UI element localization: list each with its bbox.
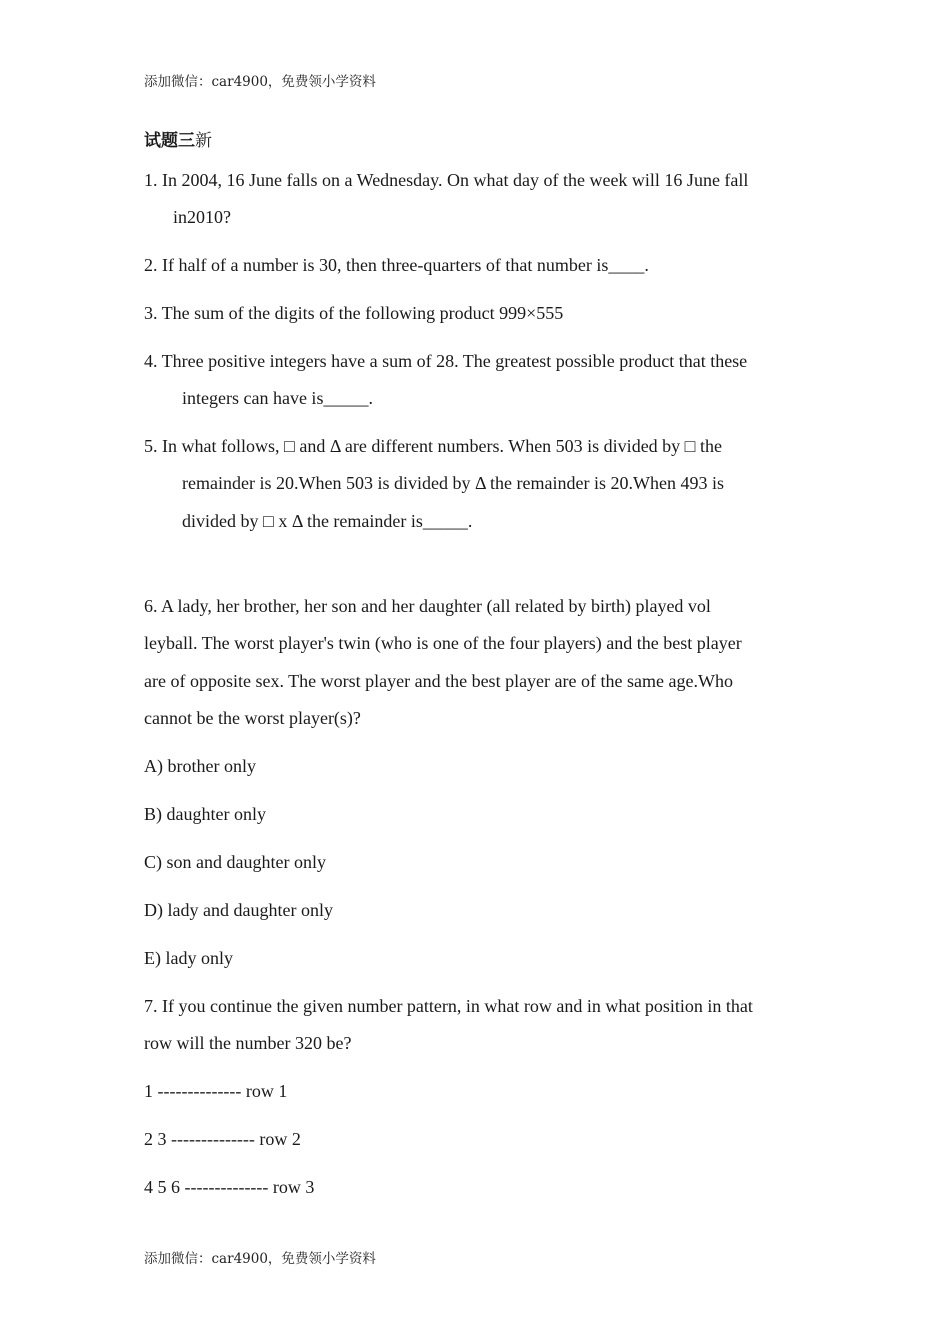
footer-note: 添加微信：car4900，免费领小学资料 (144, 1251, 376, 1267)
title-bold: 试题三 (144, 131, 195, 151)
question-4-line-1: 4. Three positive integers have a sum of 28. The greatest possible product that these (144, 351, 748, 371)
question-3-line-1: 3. The sum of the digits of the following product 999×555 (144, 303, 564, 323)
question-6-line-1: 6. A lady, her brother, her son and her daughter (all related by birth) played vol (144, 596, 711, 616)
question-6-option-b: B) daughter only (144, 804, 266, 824)
pattern-row-2: 2 3 -------------- row 2 (144, 1129, 301, 1149)
question-7-line-2: row will the number 320 be? (144, 1033, 352, 1053)
question-6-line-4: cannot be the worst player(s)? (144, 708, 361, 728)
page-title (144, 126, 212, 151)
header-note: 添加微信：car4900，免费领小学资料 (144, 74, 376, 90)
pattern-row-1: 1 -------------- row 1 (144, 1081, 288, 1101)
question-4-line-2: integers can have is_____. (182, 388, 373, 408)
pattern-row-3: 4 5 6 -------------- row 3 (144, 1177, 315, 1197)
title-normal: 新 (195, 131, 212, 151)
question-6-option-c: C) son and daughter only (144, 852, 326, 872)
question-6-option-e: E) lady only (144, 948, 233, 968)
question-6-option-d: D) lady and daughter only (144, 900, 333, 920)
question-7-line-1: 7. If you continue the given number pattern, in what row and in what position in that (144, 996, 753, 1016)
question-5-line-2: remainder is 20.When 503 is divided by Δ the remainder is 20.When 493 is (182, 473, 724, 493)
question-5-line-1: 5. In what follows, □ and Δ are different numbers. When 503 is divided by □ the (144, 436, 723, 456)
question-6-line-3: are of opposite sex. The worst player and the best player are of the same age.Who (144, 671, 733, 691)
question-6-line-2: leyball. The worst player's twin (who is one of the four players) and the best player (144, 633, 742, 653)
question-1-line-1: 1. In 2004, 16 June falls on a Wednesday. On what day of the week will 16 June fall (144, 170, 749, 190)
question-1-line-2: in2010? (173, 207, 231, 227)
question-5-line-3: divided by □ x Δ the remainder is_____. (182, 511, 473, 531)
question-2-line-1: 2. If half of a number is 30, then three-quarters of that number is____. (144, 255, 649, 275)
question-6-option-a: A) brother only (144, 756, 256, 776)
